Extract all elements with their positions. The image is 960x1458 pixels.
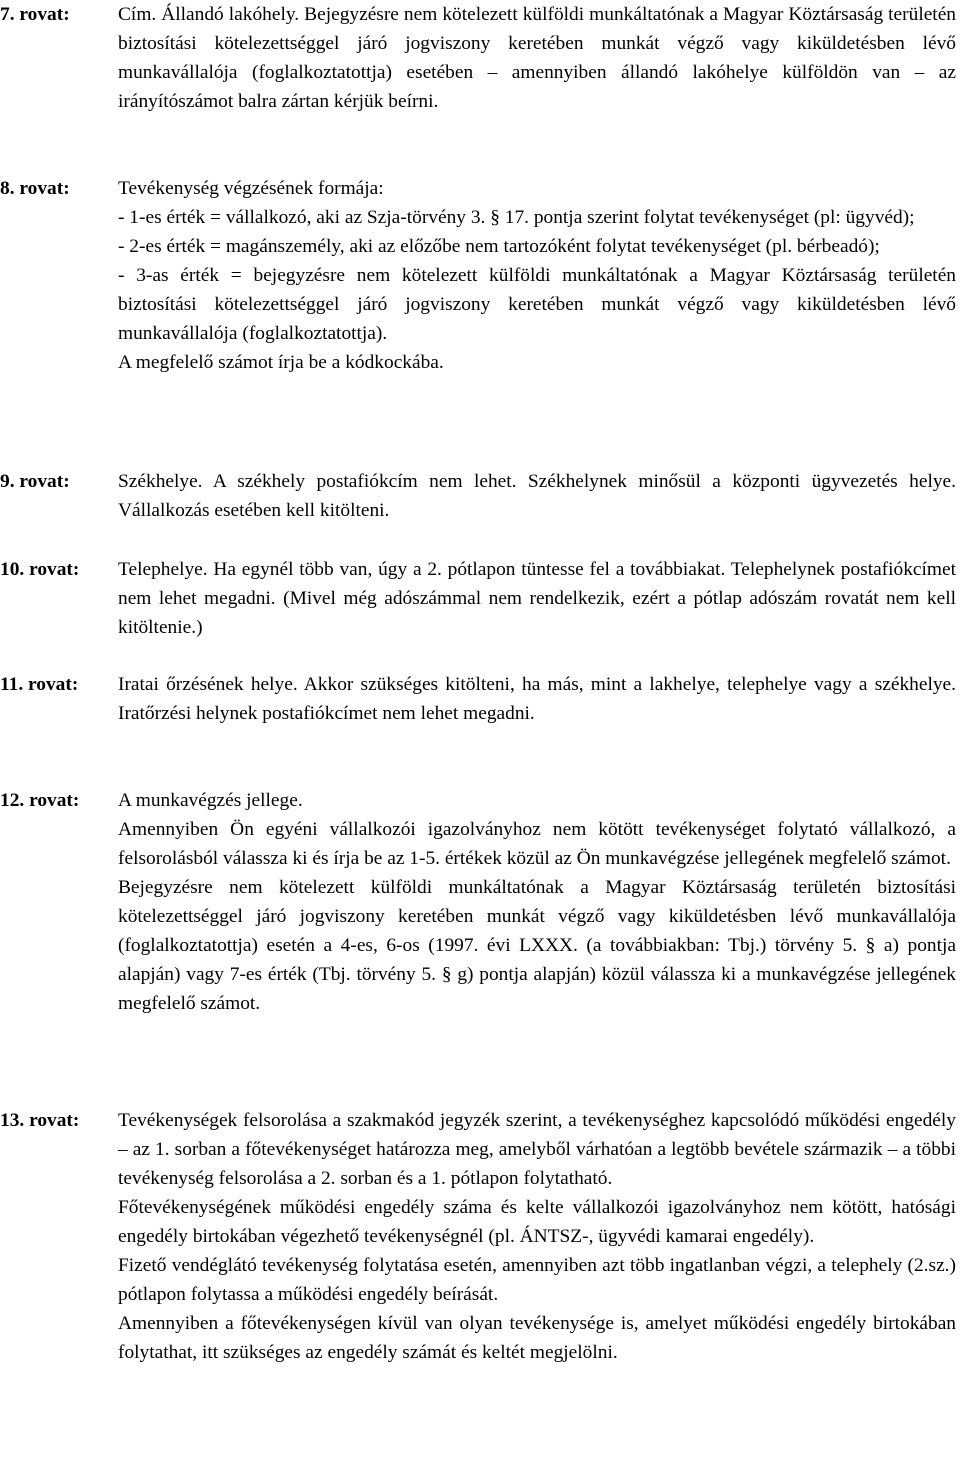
section-body [118, 555, 956, 642]
section-body [118, 174, 956, 377]
paragraph: Tevékenység végzésének formája: [118, 178, 384, 199]
section-body [118, 670, 956, 728]
list-item: - 1-es érték = vállalkozó, aki az Szja-törvény 3. § 17. pontja szerint folytat tevékenységet (pl: ügyvéd); [118, 207, 915, 228]
list-item: - 3-as érték = bejegyzésre nem kötelezett külföldi munkáltatónak a Magyar Köztársaság területén biztosítási kötelezettséggel járó jogviszony keretében munkát végző vagy kiküldetésben lévő munkavállalója (foglalkoztatottja). [118, 265, 956, 344]
section-body [118, 467, 956, 525]
paragraph: Amennyiben Ön egyéni vállalkozói igazolványhoz nem kötött tevékenységet folytató vállalkozó, a felsorolásból válassza ki és írja be az 1-5. értékek közül az Ön munkavégzése jellegének megfelelő számot. [118, 819, 956, 869]
section-12 [0, 786, 960, 1018]
section-label: 10. rovat: [0, 559, 80, 580]
section-label: 13. rovat: [0, 1110, 80, 1131]
section-13 [0, 1106, 960, 1367]
paragraph: Telephelye. Ha egynél több van, úgy a 2. pótlapon tüntesse fel a továbbiakat. Telephelynek postafiókcímet nem lehet megadni. (Mivel még adószámmal nem rendelkezik, ezért a pótlap adószám rovatát nem kell kitöltenie.) [118, 559, 956, 638]
paragraph: A munkavégzés jellege. [118, 790, 303, 811]
section-label: 8. rovat: [0, 178, 70, 199]
paragraph: Iratai őrzésének helye. Akkor szükséges kitölteni, ha más, mint a lakhelye, telephelye vagy a székhelye. Iratőrzési helynek postafiókcímet nem lehet megadni. [118, 674, 956, 724]
section-9 [0, 467, 960, 525]
section-11 [0, 670, 960, 728]
paragraph: Cím. Állandó lakóhely. Bejegyzésre nem kötelezett külföldi munkáltatónak a Magyar Köztársaság területén biztosítási kötelezettséggel járó jogviszony keretében munkát végző vagy kiküldetésben lévő munkavállalója (foglalkoztatottja) esetében – amennyiben állandó lakóhelye külföldön van – az irányítószámot balra zártan kérjük beírni. [118, 4, 956, 112]
paragraph: Főtevékenységének működési engedély száma és kelte vállalkozói igazolványhoz nem kötött, hatósági engedély birtokában végezhető tevékenységnél (pl. ÁNTSZ-, ügyvédi kamarai engedély). [118, 1197, 956, 1247]
section-label: 12. rovat: [0, 790, 80, 811]
section-body [118, 1106, 956, 1367]
section-label: 11. rovat: [0, 674, 79, 695]
paragraph: A megfelelő számot írja be a kódkockába. [118, 352, 444, 373]
section-8 [0, 174, 960, 377]
paragraph: Székhelye. A székhely postafiókcím nem lehet. Székhelynek minősül a központi ügyvezetés helye. Vállalkozás esetében kell kitölteni. [118, 471, 956, 521]
section-label: 7. rovat: [0, 4, 70, 25]
section-7 [0, 0, 960, 116]
section-body [118, 786, 956, 1018]
section-10 [0, 555, 960, 642]
paragraph: Fizető vendéglátó tevékenység folytatása esetén, amennyiben azt több ingatlanban végzi, a telephely (2.sz.) pótlapon folytassa a működési engedély beírását. [118, 1255, 956, 1305]
paragraph: Tevékenységek felsorolása a szakmakód jegyzék szerint, a tevékenységhez kapcsolódó működési engedély – az 1. sorban a főtevékenységet határozza meg, amelyből várhatóan a legtöbb bevétele származik – a többi tevékenység felsorolása a 2. sorban és a 1. pótlapon folytatható. [118, 1110, 956, 1189]
list-item: - 2-es érték = magánszemély, aki az előzőbe nem tartozóként folytat tevékenységet (pl. bérbeadó); [118, 236, 880, 257]
paragraph: Bejegyzésre nem kötelezett külföldi munkáltatónak a Magyar Köztársaság területén biztosítási kötelezettséggel járó jogviszony keretében munkát végző vagy kiküldetésben lévő munkavállalója (foglalkoztatottja) esetén a 4-es, 6-os (1997. évi LXXX. (a továbbiakban: Tbj.) törvény 5. § a) pontja alapján) vagy 7-es érték (Tbj. törvény 5. § g) pontja alapján) közül válassza ki a munkavégzése jellegének megfelelő számot. [118, 877, 956, 1014]
section-label: 9. rovat: [0, 471, 70, 492]
paragraph: Amennyiben a főtevékenységen kívül van olyan tevékenysége is, amelyet működési engedély birtokában folytathat, itt szükséges az engedély számát és keltét megjelölni. [118, 1313, 956, 1363]
section-body [118, 0, 956, 116]
